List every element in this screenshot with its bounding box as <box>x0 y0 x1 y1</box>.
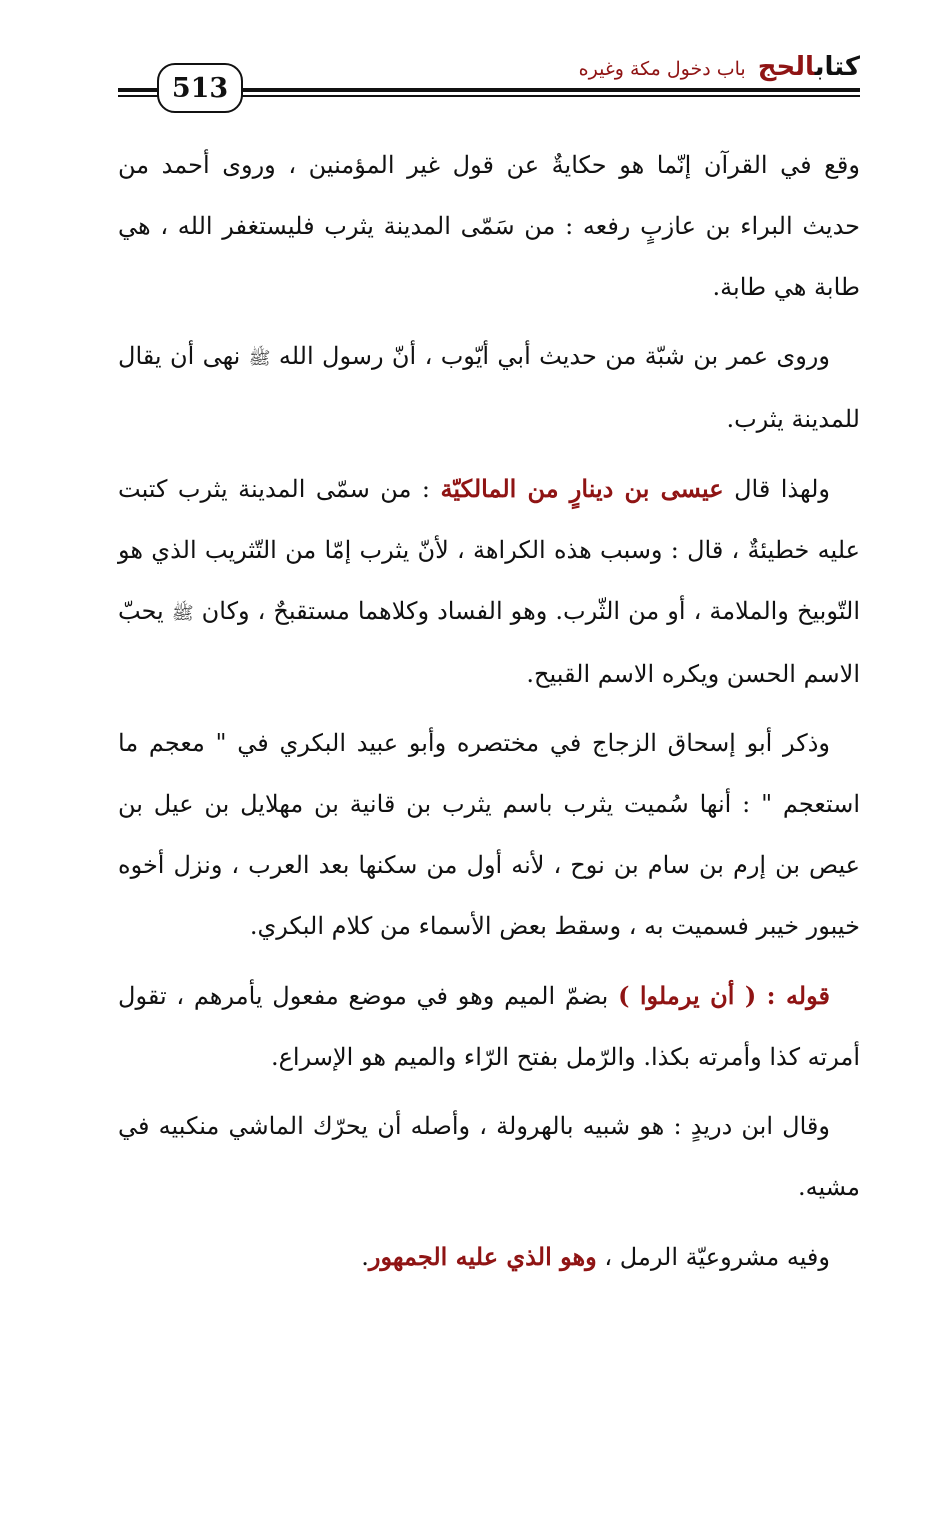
paragraph-7-end: . <box>361 1243 369 1271</box>
paragraph-6-text: وقال ابن دريدٍ : هو شبيه بالهرولة ، وأصله أن يحرّك الماشي منكبيه في مشيه. <box>118 1112 860 1201</box>
majority-view-highlight: وهو الذي عليه الجمهور <box>368 1242 597 1271</box>
salawat-glyph: ﷺ <box>171 603 194 624</box>
paragraph-2-text-b: نهى أن يقال للمدينة يثرب. <box>118 342 860 433</box>
paragraph-2-text-a: وروى عمر بن شبّة من حديث أبي أيّوب ، أنّ رسول الله <box>278 342 830 370</box>
paragraph-3-text-a: ولهذا قال <box>734 475 830 503</box>
chapter-title: باب دخول مكة وغيره <box>578 58 746 80</box>
book-title-prefix: كتاب <box>814 52 860 82</box>
page-number-frame <box>157 63 243 113</box>
scholar-name-highlight: عيسى بن دينارٍ من المالكيّة <box>440 474 724 503</box>
page-number: 513 <box>171 72 229 104</box>
paragraph-7 <box>118 1226 860 1288</box>
book-title-accent: الحج <box>757 52 815 82</box>
salawat-glyph: ﷺ <box>248 348 271 369</box>
running-header <box>579 52 860 86</box>
book-title <box>758 52 860 82</box>
paragraph-1 <box>118 135 860 318</box>
paragraph-4-text: وذكر أبو إسحاق الزجاج في مختصره وأبو عبيد البكري في " معجم ما استعجم " : أنها سُميت يثرب باسم يثرب بن قانية بن مهلايل بن عيل بن عيص بن إرم بن سام بن نوح ، لأنه أول من سكنها بعد العرب ، ونزل أخوه خيبور خيبر فسميت به ، وسقط بعض الأسماء من كلام البكري. <box>118 729 860 940</box>
paragraph-3 <box>118 458 860 705</box>
hadith-quote-highlight: قوله : ( أن يرملوا ) <box>618 981 830 1010</box>
paragraph-3-text-c: يحبّ الاسم الحسن ويكره الاسم القبيح. <box>118 597 860 688</box>
paragraph-5 <box>118 965 860 1088</box>
paragraph-5-text: بضمّ الميم وهو في موضع مفعول يأمرهم ، تقول أمرته كذا وأمرته بكذا. والرّمل بفتح الرّاء والميم هو الإسراع. <box>118 982 860 1071</box>
paragraph-7-text: وفيه مشروعيّة الرمل ، <box>604 1243 830 1271</box>
paragraph-4 <box>118 713 860 957</box>
paragraph-1-text: وقع في القرآن إنّما هو حكايةٌ عن قول غير المؤمنين ، وروى أحمد من حديث البراء بن عازبٍ رفعه : من سَمّى المدينة يثرب فليستغفر الله ، هي طابة هي طابة. <box>118 151 860 301</box>
paragraph-2 <box>118 326 860 450</box>
paragraph-6 <box>118 1096 860 1218</box>
paragraph-3-text-b: : من سمّى المدينة يثرب كتبت عليه خطيئةٌ ، قال : وسبب هذه الكراهة ، لأنّ يثرب إمّا من التّثريب الذي هو التّوبيخ والملامة ، أو من الثّرب. وهو الفساد وكلاهما مستقبحٌ ، وكان <box>118 475 861 625</box>
page-body <box>118 135 860 1288</box>
